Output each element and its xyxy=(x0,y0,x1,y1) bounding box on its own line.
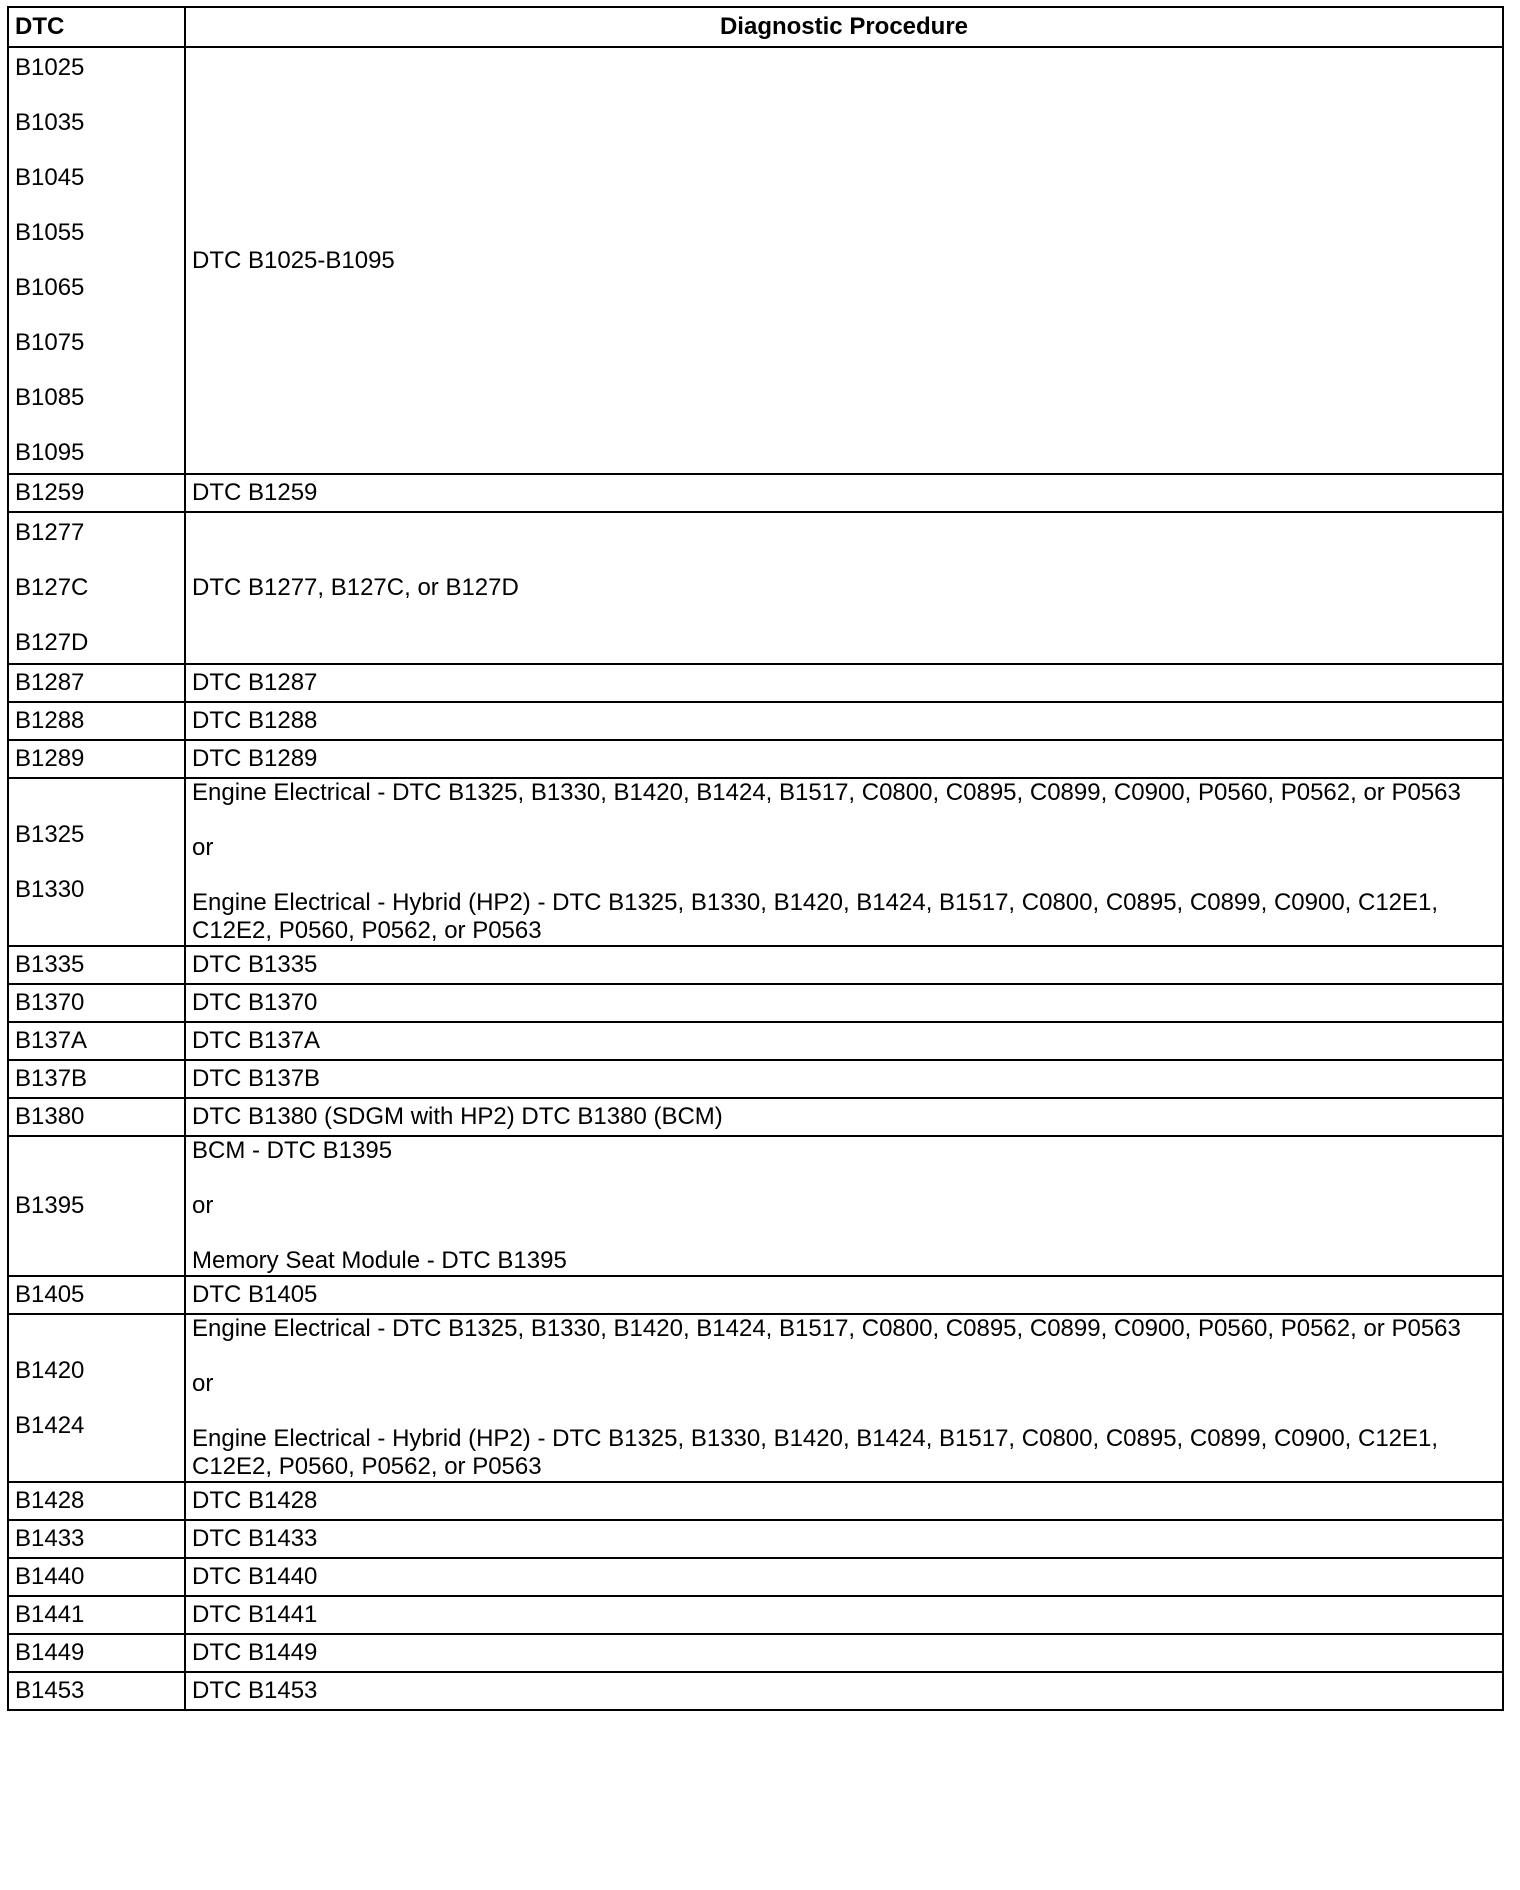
dtc-code-cell xyxy=(8,1098,185,1136)
procedure-cell xyxy=(185,740,1503,778)
dtc-code: B1025 xyxy=(15,54,85,81)
table-row xyxy=(8,1060,1503,1098)
dtc-code: B1259 xyxy=(15,479,85,506)
procedure-link-text: BCM - DTC B1395 xyxy=(192,1137,393,1164)
procedure-cell xyxy=(185,1314,1503,1482)
table-body xyxy=(8,47,1503,1710)
dtc-code: B1433 xyxy=(15,1525,85,1552)
dtc-code-cell xyxy=(8,1520,185,1558)
dtc-code: B1075 xyxy=(15,329,85,356)
procedure-link-text: DTC B1277, B127C, or B127D xyxy=(192,574,519,601)
procedure-cell xyxy=(185,1482,1503,1520)
procedure-cell xyxy=(185,1596,1503,1634)
table-row xyxy=(8,1022,1503,1060)
table-row xyxy=(8,702,1503,740)
dtc-code: B1424 xyxy=(15,1411,85,1439)
dtc-code: B1325 xyxy=(15,820,85,848)
procedure-link-text: DTC B1380 (SDGM with HP2) DTC B1380 (BCM) xyxy=(192,1103,723,1130)
dtc-code-cell xyxy=(8,1022,185,1060)
procedure-or-separator: or xyxy=(192,1192,214,1219)
procedure-link-text: DTC B1025-B1095 xyxy=(192,246,395,274)
dtc-code: B1335 xyxy=(15,951,85,978)
table-row xyxy=(8,1276,1503,1314)
dtc-code: B1420 xyxy=(15,1356,85,1384)
table-row xyxy=(8,984,1503,1022)
dtc-code-cell xyxy=(8,1060,185,1098)
dtc-code: B1085 xyxy=(15,384,85,411)
procedure-link-text: DTC B1441 xyxy=(192,1601,318,1628)
procedure-cell xyxy=(185,1136,1503,1276)
procedure-link-text: DTC B1335 xyxy=(192,951,318,978)
procedure-link-text: DTC B1405 xyxy=(192,1281,318,1308)
dtc-code: B137A xyxy=(15,1027,88,1054)
table-row xyxy=(8,1314,1503,1482)
procedure-cell xyxy=(185,984,1503,1022)
dtc-code: B127D xyxy=(15,629,89,656)
dtc-code-cell xyxy=(8,984,185,1022)
procedure-cell xyxy=(185,1634,1503,1672)
procedure-link-text: DTC B1287 xyxy=(192,669,318,696)
header-row xyxy=(8,7,1503,47)
dtc-code: B127C xyxy=(15,574,89,601)
table-row xyxy=(8,1634,1503,1672)
dtc-code: B1289 xyxy=(15,745,85,772)
dtc-code-cell xyxy=(8,740,185,778)
procedure-link-text: DTC B1370 xyxy=(192,989,318,1016)
dtc-code: B1370 xyxy=(15,989,85,1016)
procedure-or-separator: or xyxy=(192,834,214,861)
dtc-code-cell xyxy=(8,1672,185,1710)
dtc-code: B1405 xyxy=(15,1281,85,1308)
dtc-code: B1428 xyxy=(15,1487,85,1514)
header-dtc: DTC xyxy=(8,7,185,47)
header-procedure: Diagnostic Procedure xyxy=(185,7,1503,47)
dtc-code: B1449 xyxy=(15,1639,85,1666)
dtc-code: B1441 xyxy=(15,1601,85,1628)
procedure-cell xyxy=(185,1022,1503,1060)
procedure-cell xyxy=(185,664,1503,702)
dtc-code: B1453 xyxy=(15,1677,85,1704)
procedure-link-text: DTC B1440 xyxy=(192,1563,318,1590)
dtc-code-cell xyxy=(8,1634,185,1672)
dtc-code-cell xyxy=(8,778,185,946)
dtc-code-cell xyxy=(8,1482,185,1520)
dtc-table xyxy=(7,6,1504,1711)
table-row xyxy=(8,474,1503,512)
dtc-document xyxy=(7,6,1504,1711)
dtc-code-cell xyxy=(8,702,185,740)
dtc-code: B1065 xyxy=(15,274,85,301)
procedure-cell xyxy=(185,946,1503,984)
procedure-link-text: Memory Seat Module - DTC B1395 xyxy=(192,1247,567,1274)
dtc-code-cell xyxy=(8,664,185,702)
table-row xyxy=(8,1672,1503,1710)
dtc-code-cell xyxy=(8,512,185,664)
procedure-cell xyxy=(185,474,1503,512)
procedure-link-text: DTC B1259 xyxy=(192,479,318,506)
table-row xyxy=(8,1520,1503,1558)
procedure-link-text: Engine Electrical - DTC B1325, B1330, B1420, B1424, B1517, C0800, C0895, C0899, C0900, P0560, P0562, or P0563 xyxy=(192,1315,1461,1342)
procedure-link-text: Engine Electrical - Hybrid (HP2) - DTC B1325, B1330, B1420, B1424, B1517, C0800, C0895, C0899, C0900, C12E1, C12E2, P0560, P0562, or P0563 xyxy=(192,889,1439,944)
procedure-link-text: DTC B1433 xyxy=(192,1525,318,1552)
dtc-code: B1035 xyxy=(15,109,85,136)
dtc-code-cell xyxy=(8,1558,185,1596)
procedure-link-text: DTC B1289 xyxy=(192,745,318,772)
procedure-cell xyxy=(185,778,1503,946)
dtc-code: B1095 xyxy=(15,439,85,466)
dtc-code-cell xyxy=(8,1276,185,1314)
dtc-code: B1055 xyxy=(15,219,85,246)
dtc-code: B137B xyxy=(15,1065,88,1092)
procedure-cell xyxy=(185,702,1503,740)
dtc-code: B1395 xyxy=(15,1192,85,1219)
table-row xyxy=(8,1098,1503,1136)
procedure-cell xyxy=(185,1060,1503,1098)
procedure-cell xyxy=(185,512,1503,664)
procedure-cell xyxy=(185,1098,1503,1136)
dtc-code-cell xyxy=(8,1136,185,1276)
table-row xyxy=(8,740,1503,778)
dtc-code-cell xyxy=(8,47,185,474)
dtc-code: B1287 xyxy=(15,669,85,696)
table-row xyxy=(8,664,1503,702)
dtc-code-cell xyxy=(8,946,185,984)
procedure-cell xyxy=(185,47,1503,474)
dtc-code: B1380 xyxy=(15,1103,85,1130)
procedure-link-text: DTC B137A xyxy=(192,1027,321,1054)
dtc-code: B1440 xyxy=(15,1563,85,1590)
procedure-link-text: DTC B1453 xyxy=(192,1677,318,1704)
table-row xyxy=(8,1558,1503,1596)
dtc-code-cell xyxy=(8,474,185,512)
procedure-cell xyxy=(185,1520,1503,1558)
procedure-link-text: DTC B137B xyxy=(192,1065,321,1092)
table-row xyxy=(8,946,1503,984)
table-row xyxy=(8,47,1503,474)
dtc-code-cell xyxy=(8,1314,185,1482)
dtc-code: B1330 xyxy=(15,875,85,903)
table-row xyxy=(8,1596,1503,1634)
procedure-cell xyxy=(185,1276,1503,1314)
procedure-or-separator: or xyxy=(192,1370,214,1397)
dtc-code: B1288 xyxy=(15,707,85,734)
table-row xyxy=(8,1136,1503,1276)
procedure-link-text: DTC B1449 xyxy=(192,1639,318,1666)
procedure-link-text: DTC B1428 xyxy=(192,1487,318,1514)
dtc-code-cell xyxy=(8,1596,185,1634)
dtc-code: B1045 xyxy=(15,164,85,191)
table-row xyxy=(8,512,1503,664)
table-row xyxy=(8,778,1503,946)
procedure-cell xyxy=(185,1672,1503,1710)
procedure-cell xyxy=(185,1558,1503,1596)
dtc-code: B1277 xyxy=(15,519,85,546)
table-row xyxy=(8,1482,1503,1520)
procedure-link-text: DTC B1288 xyxy=(192,707,318,734)
procedure-link-text: Engine Electrical - Hybrid (HP2) - DTC B1325, B1330, B1420, B1424, B1517, C0800, C0895, C0899, C0900, C12E1, C12E2, P0560, P0562, or P0563 xyxy=(192,1425,1439,1480)
procedure-link-text: Engine Electrical - DTC B1325, B1330, B1420, B1424, B1517, C0800, C0895, C0899, C0900, P0560, P0562, or P0563 xyxy=(192,779,1461,806)
